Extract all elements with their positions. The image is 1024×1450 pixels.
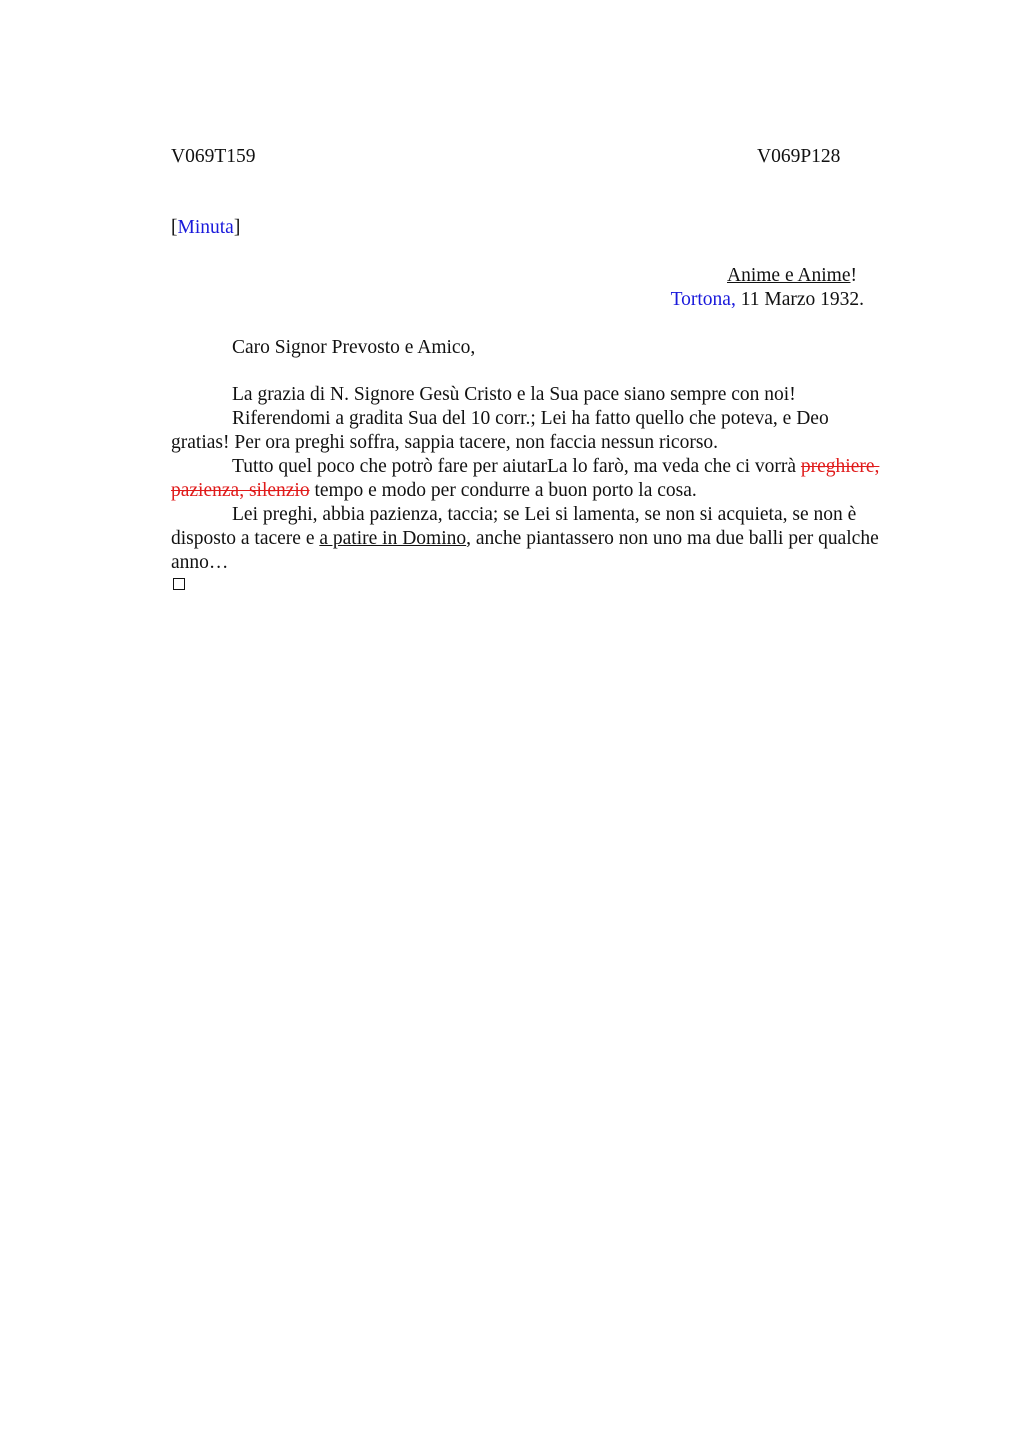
underlined-phrase: a patire in Domino	[319, 528, 467, 549]
paragraph-4-line-3: anno…	[171, 552, 229, 573]
motto-punct: !	[850, 265, 857, 286]
dateline-place: Tortona,	[670, 289, 736, 310]
dateline	[671, 289, 864, 311]
motto-text: Anime e Anime	[727, 265, 851, 286]
paragraph-4-line-1: Lei preghi, abbia pazienza, taccia; se Lei si lamenta, se non si acquieta, se non è	[232, 504, 857, 525]
paragraph-3-text: tempo e modo per condurre a buon porto la cosa.	[309, 480, 697, 501]
dateline-date: 11 Marzo 1932.	[735, 289, 864, 310]
paragraph-4-text: , anche piantassero non uno ma due balli per qualche	[466, 528, 879, 549]
paragraph-1: La grazia di N. Signore Gesù Cristo e la Sua pace siano sempre con noi!	[232, 384, 796, 405]
paragraph-2-line-1: Riferendomi a gradita Sua del 10 corr.; Lei ha fatto quello che poteva, e Deo	[232, 408, 829, 429]
motto	[727, 265, 857, 287]
paragraph-3-line-2	[171, 479, 931, 503]
paragraph-4-line-2	[171, 527, 931, 551]
paragraph-3-line-1	[171, 455, 931, 479]
empty-square-icon	[173, 578, 185, 590]
document-reference-left: V069T159	[171, 146, 256, 167]
letter-body	[171, 383, 931, 575]
paragraph-2-line-2: gratias! Per ora preghi soffra, sappia tacere, non faccia nessun ricorso.	[171, 432, 719, 453]
salutation: Caro Signor Prevosto e Amico,	[232, 337, 476, 358]
paragraph-4-text: disposto a tacere e	[171, 528, 320, 549]
minuta-text: Minuta	[177, 217, 234, 238]
minuta-label	[171, 217, 240, 239]
document-reference-right: V069P128	[757, 146, 841, 167]
paragraph-3-text: Tutto quel poco che potrò fare per aiutarLa lo farò, ma veda che ci vorrà	[232, 456, 801, 477]
deleted-text: preghiere,	[800, 456, 880, 477]
close-bracket: ]	[233, 217, 241, 238]
deleted-text: pazienza, silenzio	[171, 480, 310, 501]
open-bracket: [	[171, 217, 178, 238]
